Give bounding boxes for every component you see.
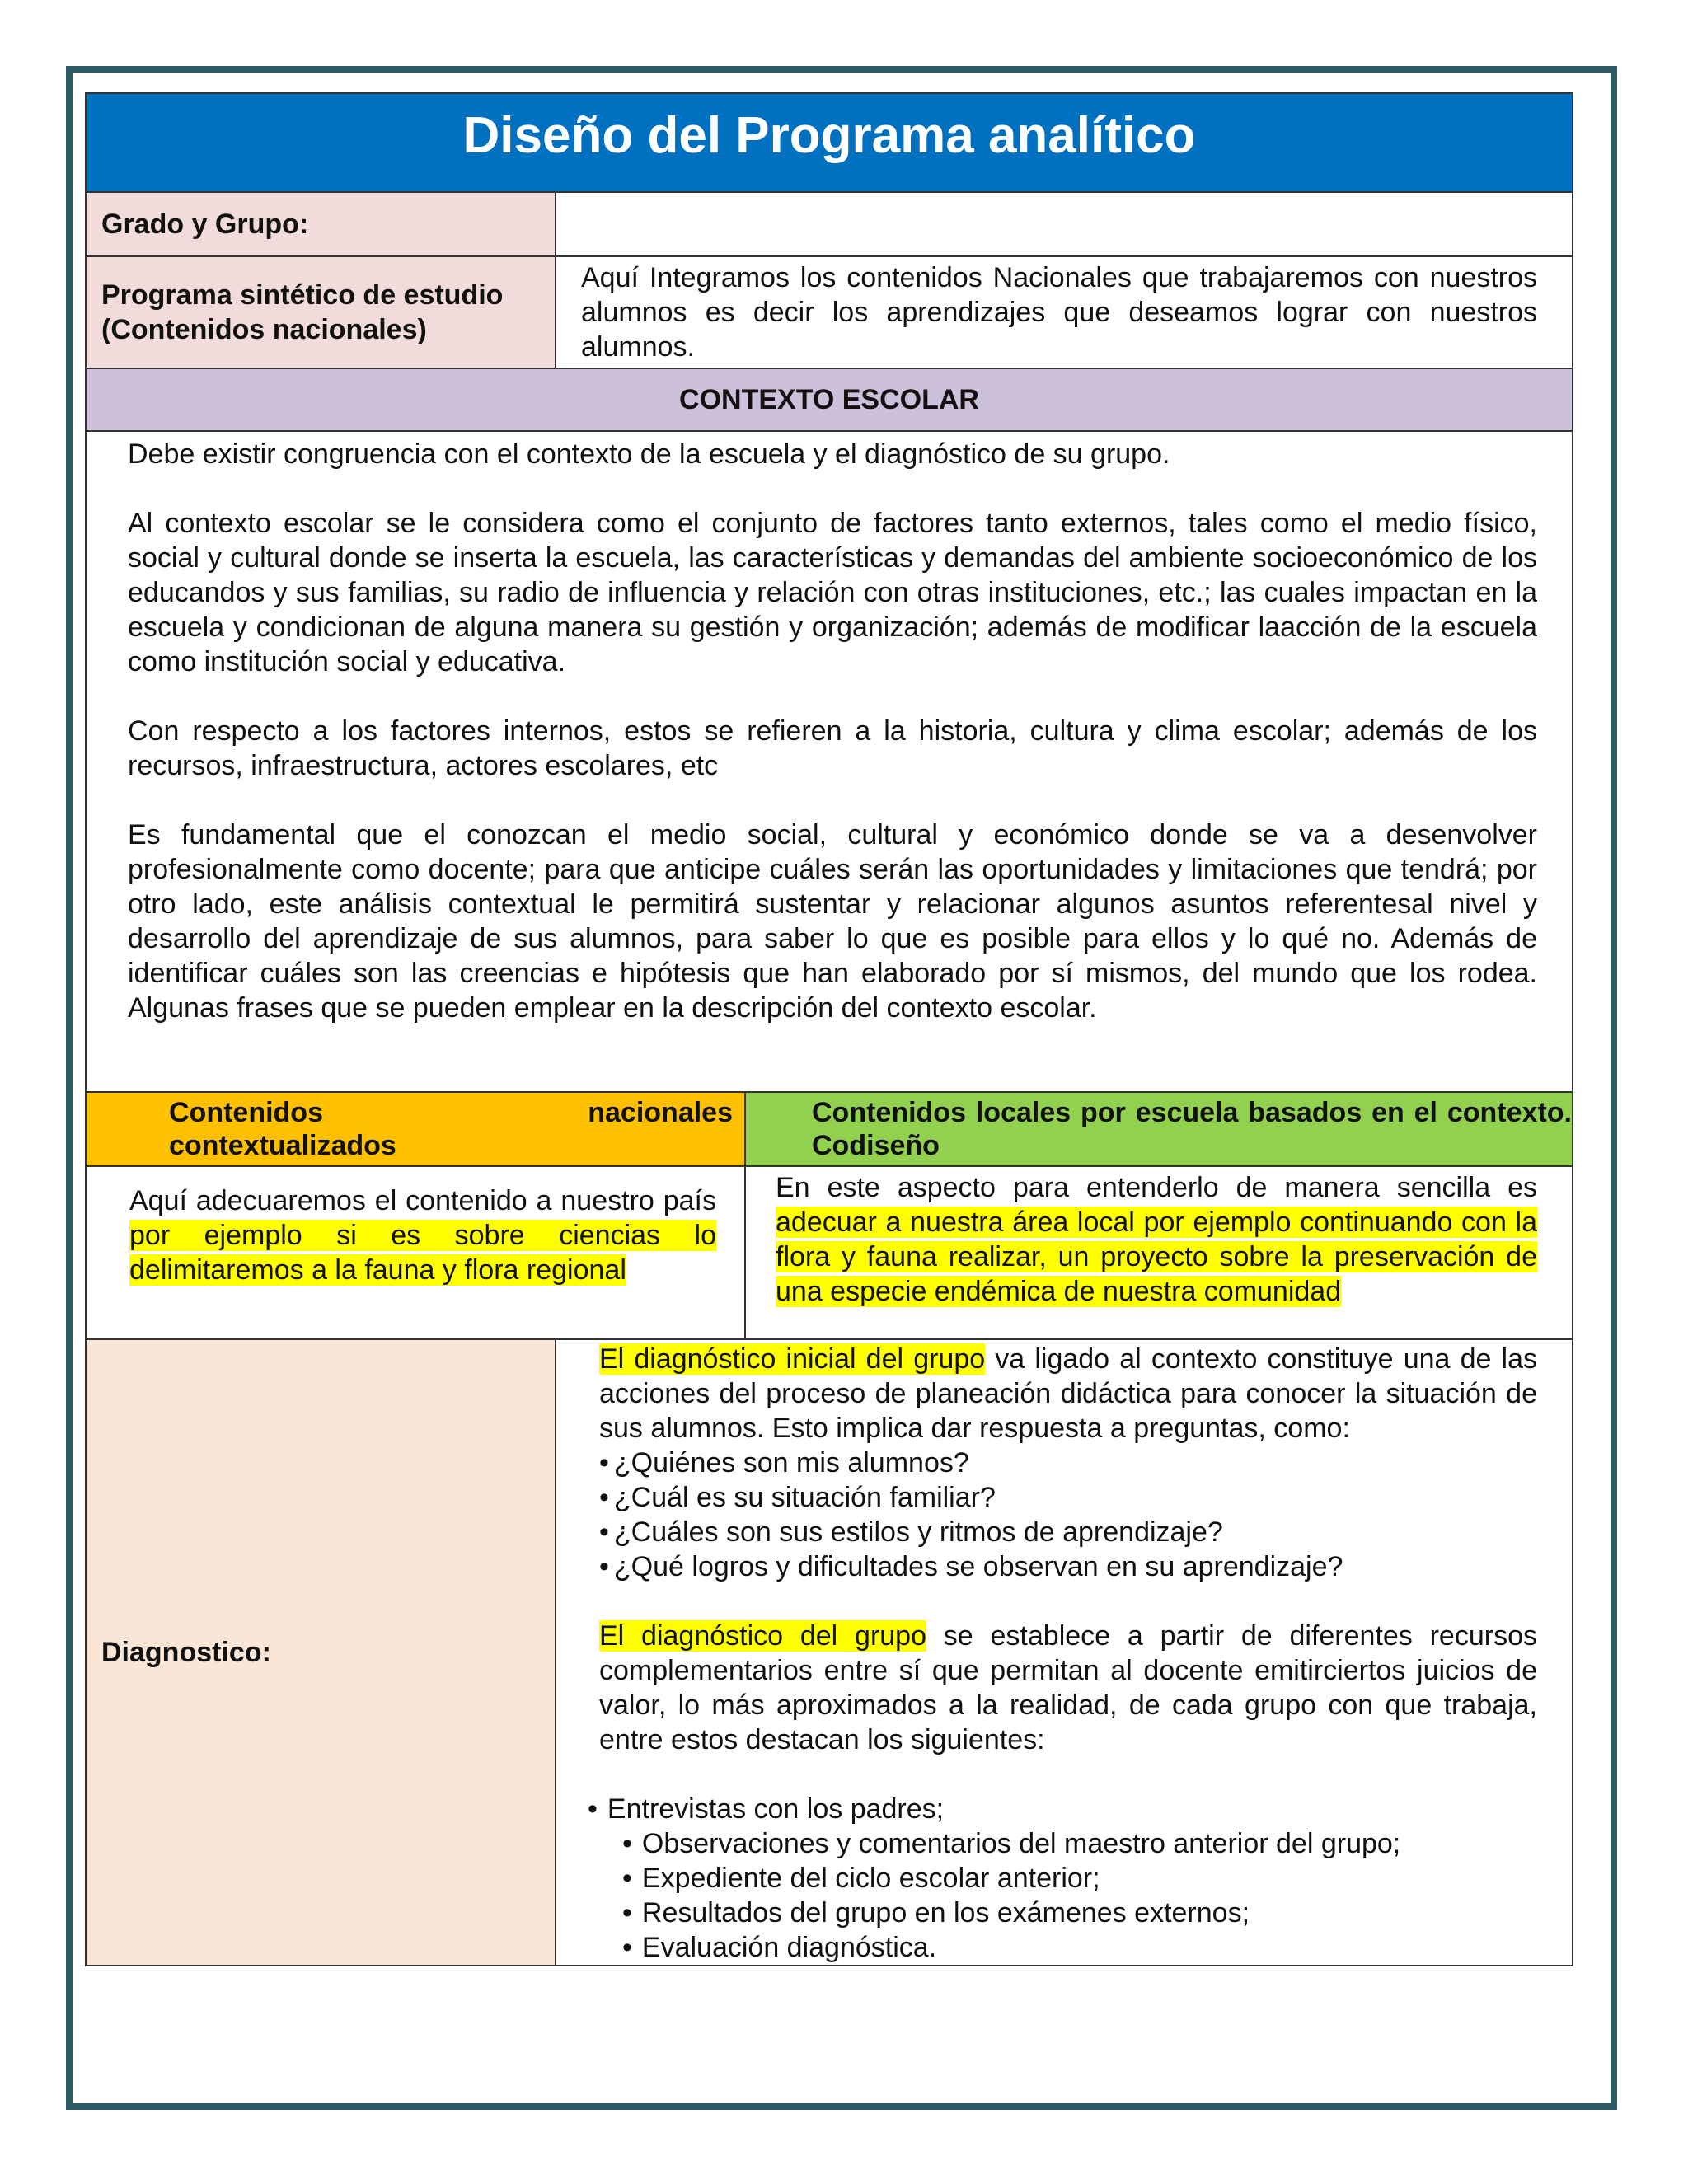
programa-sintetico-value: Aquí Integramos los contenidos Nacionales que trabajaremos con nuestros alumnos es decir los aprendizajes que deseamos lograr con nuestros alumnos. (556, 256, 1573, 368)
diagnostico-paragraph-1 (599, 1342, 1537, 1446)
resource-item: • Entrevistas con los padres; (588, 1792, 1537, 1826)
spacer (599, 1584, 1537, 1619)
question-item: • ¿Qué logros y dificultades se observan en su aprendizaje? (599, 1549, 1537, 1584)
contenidos-nacionales-text: Aquí adecuaremos el contenido a nuestro país (129, 1185, 716, 1216)
spacer (599, 1757, 1537, 1792)
contexto-paragraph-1: Debe existir congruencia con el contexto de la escuela y el diagnóstico de su grupo. (128, 438, 1170, 470)
contexto-escolar-body (86, 431, 1573, 1092)
diagnostico-label: Diagnostico: (86, 1339, 556, 1966)
question-item: • ¿Cuál es su situación familiar? (599, 1480, 1537, 1515)
grado-grupo-value (556, 192, 1573, 256)
resource-item: • Evaluación diagnóstica. (599, 1930, 1537, 1965)
resource-item: • Resultados del grupo en los exámenes externos; (599, 1896, 1537, 1930)
contenidos-locales-heading: Contenidos locales por escuela basados en el contexto. Codiseño (745, 1092, 1573, 1166)
resource-item: • Expediente del ciclo escolar anterior; (599, 1861, 1537, 1896)
contenidos-nacionales-heading-line1: Contenidos nacionales (169, 1097, 733, 1128)
question-item: • ¿Quiénes son mis alumnos? (599, 1446, 1537, 1480)
diagnostico-inicial-highlight: El diagnóstico inicial del grupo (599, 1343, 986, 1375)
contenidos-nacionales-heading (86, 1092, 745, 1166)
contenidos-locales-highlight: adecuar a nuestra área local por ejemplo continuando con la flora y fauna realizar, un proyecto sobre la preservación de una especie endémica de nuestra comunidad (776, 1207, 1537, 1307)
diagnostico-paragraph-2-text: se establece a partir de diferentes recursos complementarios entre sí que permitan al docente emitirciertos juicios de valor, lo más aproximados a la realidad, de cada grupo con que trabaja, entre estos destacan los siguientes: (599, 1620, 1537, 1755)
question-item: • ¿Cuáles son sus estilos y ritmos de aprendizaje? (599, 1515, 1537, 1549)
resource-item: • Observaciones y comentarios del maestro anterior del grupo; (599, 1826, 1537, 1861)
contenidos-nacionales-heading-line2: contextualizados (169, 1130, 396, 1161)
document-page (85, 92, 1572, 1996)
contexto-escolar-heading: CONTEXTO ESCOLAR (86, 368, 1573, 431)
diagnostico-body (556, 1339, 1573, 1966)
contenidos-nacionales-body (86, 1166, 745, 1339)
contenidos-nacionales-highlight: por ejemplo si es sobre ciencias lo delimitaremos a la fauna y flora regional (129, 1220, 716, 1286)
contenidos-locales-body (745, 1166, 1573, 1339)
diagnostico-questions (599, 1446, 1537, 1584)
contexto-paragraph-3: Con respecto a los factores internos, estos se refieren a la historia, cultura y clima escolar; además de los recursos, infraestructura, actores escolares, etc (128, 715, 1537, 781)
contexto-paragraph-4: Es fundamental que el conozcan el medio social, cultural y económico donde se va a desenvolver profesionalmente como docente; para que anticipe cuáles serán las oportunidades y limitaciones que tendrá; por otro lado, este análisis contextual le permitirá sustentar y relacionar algunos asuntos referentesal nivel y desarrollo del aprendizaje de sus alumnos, para saber lo que es posible para ellos y lo qué no. Además de identificar cuáles son las creencias e hipótesis que han elaborado por sí mismos, del mundo que los rodea. Algunas frases que se pueden emplear en la descripción del contexto escolar. (128, 819, 1537, 1024)
document-title: Diseño del Programa analítico (86, 93, 1573, 192)
diagnostico-resources (599, 1792, 1537, 1965)
diagnostico-paragraph-1-text: va ligado al contexto constituye una de las acciones del proceso de planeación didáctica para conocer la situación de sus alumnos. Esto implica dar respuesta a preguntas, como: (599, 1343, 1537, 1444)
grado-grupo-label: Grado y Grupo: (86, 192, 556, 256)
contexto-paragraph-2: Al contexto escolar se le considera como el conjunto de factores tanto externos, tales como el medio físico, social y cultural donde se inserta la escuela, las características y demandas del ambiente socioeconómico de los educandos y sus familias, su radio de influencia y relación con otras instituciones, etc.; las cuales impactan en la escuela y condicionan de alguna manera su gestión y organización; además de modificar laacción de la escuela como institución social y educativa. (128, 508, 1537, 677)
program-table (85, 92, 1573, 1966)
diagnostico-paragraph-2 (599, 1619, 1537, 1757)
diagnostico-grupo-highlight: El diagnóstico del grupo (599, 1620, 926, 1652)
programa-sintetico-label: Programa sintético de estudio (Contenidos nacionales) (86, 256, 556, 368)
contenidos-locales-text: En este aspecto para entenderlo de manera sencilla es (776, 1172, 1537, 1203)
